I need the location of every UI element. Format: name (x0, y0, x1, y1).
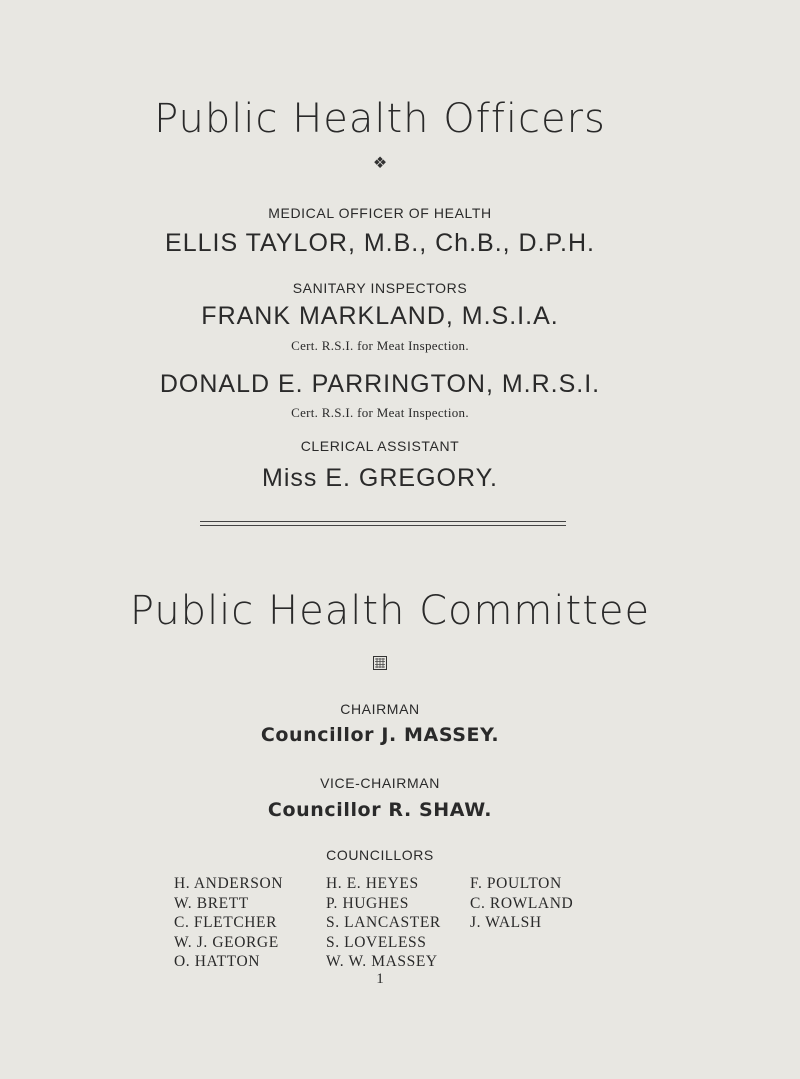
vice-chairman-label: VICE-CHAIRMAN (320, 775, 440, 791)
officers-title: Public Health Officers (154, 96, 606, 142)
councillor-name: S. LOVELESS (326, 933, 427, 951)
councillor-name: F. POULTON (470, 875, 562, 892)
inspector-name: DONALD E. PARRINGTON, M.R.S.I. (159, 370, 601, 398)
councillor-name: W. BRETT (174, 894, 249, 912)
councillor-name: S. LANCASTER (326, 914, 441, 932)
moh-name: ELLIS TAYLOR, M.B., Ch.B., D.P.H. (165, 229, 595, 257)
councillor-name: W. W. MASSEY (326, 953, 438, 971)
councillors-label: COUNCILLORS (326, 847, 434, 863)
inspector-cert: Cert. R.S.I. for Meat Inspection. (291, 405, 469, 420)
councillor-name: H. ANDERSON (174, 875, 284, 892)
councillor-name: W. J. GEORGE (174, 933, 279, 951)
committee-title: Public Health Committee (129, 588, 651, 634)
vice-chairman-name: Councillor R. SHAW. (267, 799, 493, 821)
councillors-column (326, 874, 441, 972)
councillor-name: H. E. HEYES (326, 875, 419, 892)
chairman-label: CHAIRMAN (340, 701, 420, 717)
councillor-name: O. HATTON (174, 953, 261, 971)
councillor-name: P. HUGHES (326, 894, 409, 912)
page-number: 1 (376, 971, 384, 987)
seal-icon (373, 656, 387, 670)
councillor-name: J. WALSH (470, 914, 542, 932)
inspector-cert: Cert. R.S.I. for Meat Inspection. (291, 338, 469, 353)
moh-label: MEDICAL OFFICER OF HEALTH (268, 205, 492, 221)
councillors-column (470, 874, 573, 933)
councillor-name: C. FLETCHER (174, 914, 278, 932)
councillors-column (174, 874, 283, 972)
clerical-assistant-label: CLERICAL ASSISTANT (300, 438, 460, 454)
ornament-icon: ❖ (372, 155, 388, 172)
inspector-name: FRANK MARKLAND, M.S.I.A. (201, 302, 559, 330)
divider-rule (200, 521, 566, 522)
chairman-name: Councillor J. MASSEY. (260, 724, 500, 746)
sanitary-inspectors-label: SANITARY INSPECTORS (292, 280, 468, 296)
councillor-name: C. ROWLAND (470, 894, 574, 912)
divider-rule (200, 525, 566, 526)
clerical-assistant-name: Miss E. GREGORY. (262, 464, 498, 492)
